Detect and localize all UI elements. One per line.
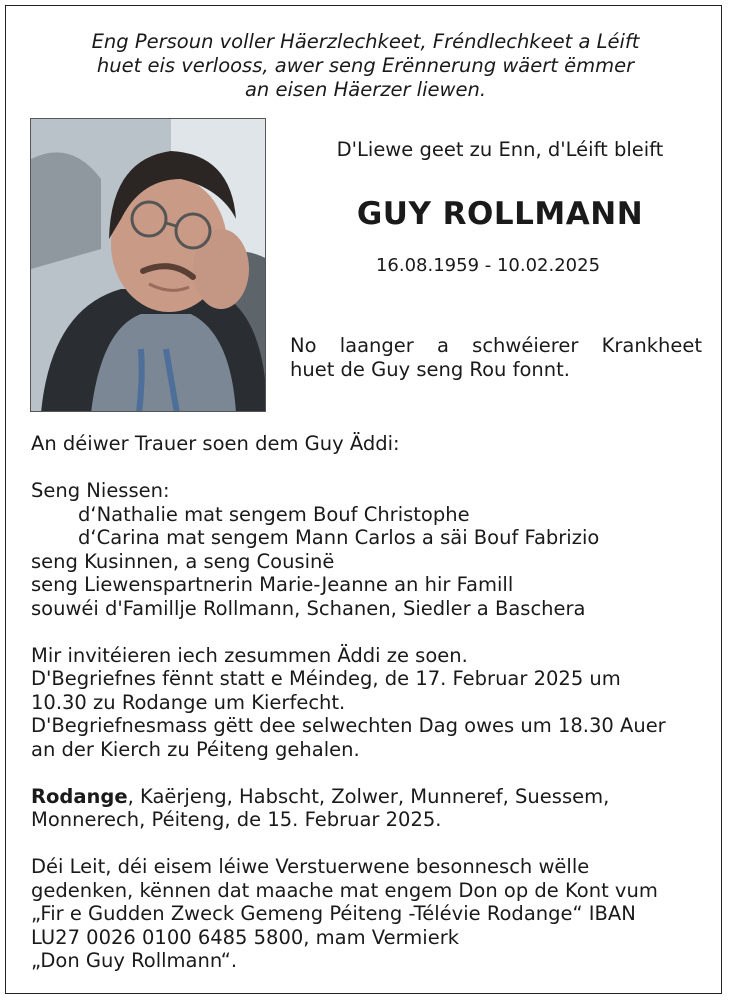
portrait-photo [30, 118, 266, 412]
motto [40, 30, 691, 102]
funeral-line: D'Begriefnesmass gëtt dee selwechten Dag owes um 18.30 Auer [31, 714, 666, 737]
funeral-line: D'Begriefnes fënnt statt e Méindeg, de 17. Februar 2025 um [31, 667, 621, 690]
place-date-line: Monnerech, Péiteng, de 15. Februar 2025. [31, 808, 442, 831]
niece-label: Seng Niessen: [31, 479, 170, 502]
mourner-line: souwéi d'Famillje Rollmann, Schanen, Siedler a Baschera [31, 596, 586, 620]
mourner-line: d‘Nathalie mat sengem Bouf Christophe [78, 502, 470, 526]
town-name: Rodange [31, 784, 128, 808]
donation-line: „Don Guy Rollmann“. [31, 949, 238, 972]
place-list: , Kaërjeng, Habscht, Zolwer, Munneref, Suessem, [127, 784, 610, 808]
donation-line: Déi Leit, déi eisem léiwe Verstuerwene besonnesch wëlle [31, 855, 590, 878]
portrait-illustration [31, 119, 266, 412]
donation-line: gedenken, kënnen dat maache mat engem Don op de Kont vum [31, 878, 658, 902]
illness-statement [290, 334, 702, 382]
motto-line: Eng Persoun voller Häerzlechkeet, Fréndlechkeet a Léift [91, 30, 640, 53]
place-date-line [31, 785, 711, 809]
quote: D'Liewe geet zu Enn, d'Léift bleift [336, 138, 664, 161]
deceased-name: GUY ROLLMANN [356, 196, 644, 232]
motto-line: huet eis verlooss, awer seng Erënnerung wäert ëmmer [96, 54, 635, 77]
mourner-line: seng Liewenspartnerin Marie-Jeanne an hir Famill [31, 573, 514, 596]
mourner-line: d‘Carina mat sengem Mann Carlos a säi Bouf Fabrizio [78, 526, 600, 549]
funeral-line: 10.30 zu Rodange um Kierfecht. [31, 690, 346, 714]
funeral-line: an der Kierch zu Péiteng gehalen. [31, 737, 360, 761]
funeral-line: Mir invitéieren iech zesummen Äddi ze soen. [31, 643, 468, 667]
illness-line: huet de Guy seng Rou fonnt. [290, 358, 570, 381]
donation-line: „Fir e Gudden Zweck Gemeng Péiteng -Télévie Rodange“ IBAN [31, 902, 636, 925]
donation-line: LU27 0026 0100 6485 5800, mam Vermierk [31, 925, 460, 949]
motto-line: an eisen Häerzer liewen. [244, 78, 487, 101]
notice-body [31, 432, 711, 973]
illness-line: No laanger a schwéierer Krankheet [290, 334, 702, 357]
life-dates: 16.08.1959 - 10.02.2025 [375, 255, 601, 276]
mourning-intro: An déiwer Trauer soen dem Guy Äddi: [31, 432, 400, 455]
mourner-line: seng Kusinnen, a seng Cousinë [31, 549, 335, 573]
